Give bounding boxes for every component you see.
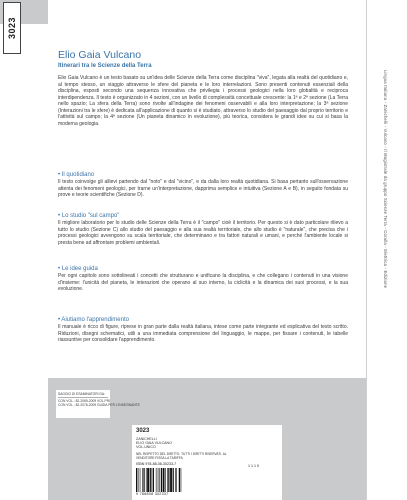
section-body: Il manuale è ricco di figure, riprese in gran parte dalla realtà italiana, intese come parte integrante ed esplicativa del testo scritto. Riduzioni, disegni schematici, utili a una immediata comprensione del linguaggio, le mappe, per fissare i contenuti, le tabelle riassuntive per consolidare l'apprendimento. <box>58 324 348 344</box>
vertical-code-label <box>3 2 21 54</box>
product-code: 3023 <box>136 428 150 434</box>
price-code: 1 1 1 0 <box>248 464 259 468</box>
barcode-bar <box>179 468 180 492</box>
info-line: CON VOL.: 82-2076-2009 GUIDA PER L'INSEGNANTE <box>58 403 140 407</box>
barcode-bar <box>173 468 174 492</box>
intro-paragraph: Elio Gaia Vulcano è un testo basato su un'idea delle Scienze della Terra come disciplina "viva", legata alla realtà del quotidiano e, al tempo stesso, un viaggio attraverso le sfere del pianeta e le loro interrelazioni. Sono presenti contenuti essenziali della disciplina, esposti secondo una sequenza innovativa che privilegia i processi geologici nella loro globalità e reciproca interdipendenza. Il testo è organizzato in 4 sezioni, con un livello di complessità concettuale crescente: la 1ª e 2ª sezione (La Terra nello spazio; La sfera della Terra) sono rivolte all'indagine dei fenomeni osservabili e alla loro interpretazione; la 3ª sezione (Interazioni tra le sfere) è dedicata all'applicazione di quanto si è studiato, attraverso lo studio del paesaggio dal proprio territorio e l'attività sul campo; la 4ª sezione (Un pianeta dinamico in evoluzione), più teorica, considera le grandi idee su cui si basa la moderna geologia. <box>58 75 348 127</box>
spine-text: Lingua Italiana - Zanichelli - Vulcano - Il Magistrale da gruppo Scienze Terra - Coralla - Elettrica - Edizione <box>383 70 388 289</box>
spine <box>366 0 407 500</box>
barcode-bar <box>146 468 147 492</box>
section-heading: • Le idee guida <box>58 266 98 272</box>
barcode-bar <box>153 468 154 492</box>
book-title: Elio Gaia Vulcano <box>58 49 142 61</box>
main-content <box>48 0 366 500</box>
info-divider <box>58 397 108 398</box>
section-apprendimento <box>58 317 348 344</box>
barcode-bar <box>165 468 166 492</box>
barcode-bar <box>181 468 182 492</box>
barcode-bar <box>142 468 143 492</box>
info-line: SAGGIO DI ESAMINATORI DA: <box>58 392 105 396</box>
barcode-bar <box>161 468 162 492</box>
edition-info-box <box>56 390 140 418</box>
vertical-code-text: 3023 <box>7 16 17 40</box>
section-heading: • Lo studio "sul campo" <box>58 213 120 219</box>
barcode-bar <box>143 468 144 492</box>
barcode-bar <box>140 468 141 492</box>
section-idee-guida <box>58 266 348 293</box>
barcode-bar <box>176 468 177 492</box>
section-body: Per ogni capitolo sono sottolineati i concetti che strutturano e unificano la disciplina, e che collegano i contenuti in una visione d'insieme: l'unicità del pianeta, le interazioni che operano al suo interno, la ciclicità e la dinamica dei suoi processi, e la sua evoluzione. <box>58 273 348 293</box>
isbn-text: ISBN 978-88-08-30233-7 <box>136 462 177 466</box>
barcode-bar <box>167 468 168 492</box>
barcode-bar <box>158 468 159 492</box>
section-quotidiano <box>58 172 348 199</box>
product-meta <box>136 437 172 450</box>
barcode-number: 9 788808 302337 <box>136 492 169 496</box>
barcode-bar <box>163 468 165 492</box>
info-line: CON VOL.: 82-2069-2009 VOL.PRI <box>58 399 111 403</box>
book-subtitle: Itinerari tra le Scienze della Terra <box>58 63 152 69</box>
barcode-bar <box>168 468 169 492</box>
barcode-bar <box>147 468 149 492</box>
barcode-bar <box>150 468 151 492</box>
barcode-bar <box>170 468 172 492</box>
meta-line: VOL.UNICO <box>136 445 156 450</box>
legal-text: NEL RISPETTO DEL DIRITTO. TUTTI I DIRITTI RISERVATI. AL VENDITORE FISSA LA TARIFFA <box>136 452 227 460</box>
section-heading: • Aiutiamo l'apprendimento <box>58 317 129 323</box>
meta-line: ZANICHELLI <box>136 437 157 441</box>
section-studio-campo <box>58 213 348 246</box>
spine-text-wrap <box>381 70 389 490</box>
section-body: Il migliore laboratorio per lo studio delle Scienze della Terra è il "campo" cioè il territorio. Per questo si è dato particolare rilievo a tutto lo studio (Sezione C) allo studio del paesaggio e alla sua realtà territoriale, che allo studio è "naturale", che precisa che i processi geologici avvengono su scala territoriale, che determinano e tra fattori naturali e umani, e perché l'ambiente locale si presta bene ad affrontare problemi ambientali. <box>58 220 348 246</box>
barcode-bar <box>152 468 153 492</box>
barcode-bar <box>156 468 157 492</box>
barcode-bar <box>159 468 160 492</box>
barcode-bar <box>138 468 139 492</box>
barcode-graphic <box>136 468 200 492</box>
barcode-bar <box>175 468 176 492</box>
barcode-panel <box>132 425 282 500</box>
section-body: Il testo coinvolge gli allievi partendo dal "noto" e dal "vicino", e da dalla loro realtà quotidiana. Si basa pertanto sull'osservazione attenta dei fenomeni geologici, per trarne un'interpretazione, dapprima semplice e intuitiva (Sezione A e B), in seguito fondata su prove e teorie scientifiche (Sezione D). <box>58 179 348 199</box>
section-heading: • Il quotidiano <box>58 172 95 178</box>
meta-line: ELIO GAIA VULCANO <box>136 441 172 446</box>
barcode-bar <box>136 468 137 492</box>
